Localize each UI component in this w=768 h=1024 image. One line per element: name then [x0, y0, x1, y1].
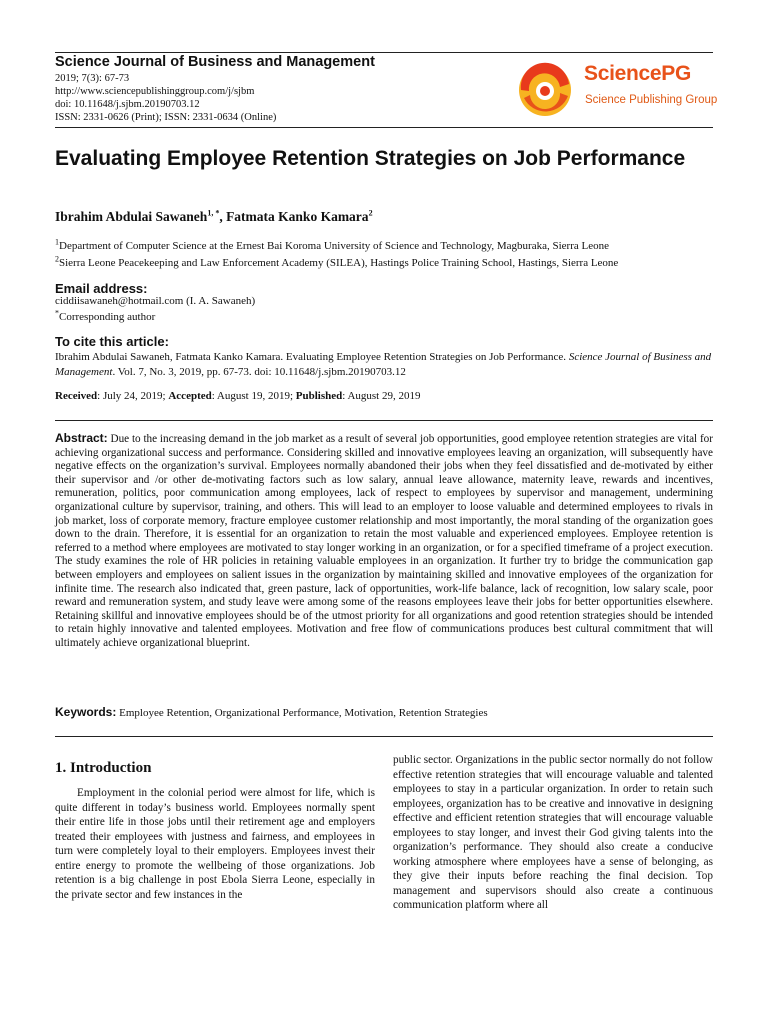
email-heading: Email address:: [55, 281, 148, 296]
author-1-affil: 1, *: [207, 208, 220, 218]
author-1: Ibrahim Abdulai Sawaneh: [55, 209, 208, 224]
logo-name: SciencePG: [584, 62, 692, 85]
keywords-text: Employee Retention, Organizational Performance, Motivation, Retention Strategies: [119, 707, 488, 719]
abstract: [55, 432, 713, 651]
citation-plain: Ibrahim Abdulai Sawaneh, Fatmata Kanko Kamara. Evaluating Employee Retention Strategies on Job Performance.: [55, 351, 569, 363]
author-2: Fatmata Kanko Kamara: [226, 209, 369, 224]
journal-url[interactable]: http://www.sciencepublishinggroup.com/j/sjbm: [55, 86, 255, 97]
citation-journal: Science Journal of Business and Management: [55, 351, 712, 378]
journal-name: Science Journal of Business and Management: [55, 54, 375, 70]
intro-heading: 1. Introduction: [55, 760, 152, 776]
accepted-date: : August 19, 2019;: [211, 390, 296, 402]
article-title: Evaluating Employee Retention Strategies on Job Performance: [55, 147, 686, 170]
issn: ISSN: 2331-0626 (Print); ISSN: 2331-0634 (Online): [55, 112, 277, 123]
issue-info: 2019; 7(3): 67-73: [55, 73, 130, 84]
authors: [55, 209, 373, 225]
received-date: : July 24, 2019;: [97, 390, 169, 402]
keywords: [55, 705, 713, 719]
intro-right-column: public sector. Organizations in the public sector normally do not follow effective retention strategies that will encourage valuable and talented employees to stay in a particular organization. In order to retain such employees, organization has to be creative and innovative in designing effective and efficient retention strategies that will encourage valuable employees to stay longer, and invest their God giving talents into the organization’s performance. They should also create a conducive working atmosphere where employees have a sense of belonging, as they give their inputs before reaching the final decision. Top management and supervisors should also create a continuous communication platform where all: [393, 754, 713, 911]
affil-1-text: Department of Computer Science at the Ernest Bai Koroma University of Science and Technology, Magburaka, Sierra Leone: [59, 240, 609, 252]
journal-meta: [55, 72, 276, 124]
author-2-affil: 2: [368, 208, 373, 218]
email-address[interactable]: ciddiisawaneh@hotmail.com (I. A. Sawaneh): [55, 295, 256, 307]
affil-2-text: Sierra Leone Peacekeeping and Law Enforcement Academy (SILEA), Hastings Police Training School, Hastings, Sierra Leone: [59, 257, 619, 269]
affiliation-2: [55, 254, 619, 269]
citation-text: [55, 350, 713, 380]
citation-tail: . Vol. 7, No. 3, 2019, pp. 67-73. doi: 10.11648/j.sjbm.20190703.12: [112, 366, 406, 378]
published-date: : August 29, 2019: [342, 390, 421, 402]
accepted-label: Accepted: [168, 390, 212, 402]
doi: doi: 10.11648/j.sjbm.20190703.12: [55, 99, 200, 110]
abstract-label: Abstract:: [55, 431, 108, 445]
intro-left-column: Employment in the colonial period were almost for life, which is quite different in today’s business world. Employees normally spent their entire life in those jobs until their retirement age and employers treated their employees with justness and fairness, and employees in turn were completely loyal to their employers. Employees invest their entire energy to promote the wellbeing of those organizations. Job retention is a big challenge in post Ebola Sierra Leone, especially in the private sector and few instances in the: [55, 787, 375, 901]
abstract-text: Due to the increasing demand in the job market as a result of several job opportunities, good employee retention strategies are vital for achieving organizational success and performance. Considering skilled and innovative employees leaving an organization, will subsequently have negative effects on the organization’s survival. Employees normally abandoned their jobs when they feel dissatisfied and de-motivated by either their supervisor and /or other de-motivating factors such as low salary, annual leave allowance, maternity leave, rewards and incentives, remuneration, politics, poor communication among employees, lack of respect to employees by supervisor and management, undermining organizational culture by supervisor, training, and others. This will lead to an employer to loose valuable and determined employees to rivals in job market, loss of corporate memory, fracture employee customer relationship and most importantly, the moral standing of the organization goes down to the drain. Therefore, it is essential for an organization to retain the most valuable and experienced employees. Employee retention is referred to a method where employees are motivated to stay longer working in an organization, or for a specified timeframe of a project execution. The study examines the role of HR policies in retaining valuable employees in an organization. It further try to bridge the communication gap between employers and employees on salient issues in the organization by maintaining skilled and innovative employees of the organization for infinite time. The research also indicated that, green pasture, lack of opportunities, work-life balance, lack of recognition, low salary scale, poor reward and remuneration system, and study leave were among some of the reasons employees leave their jobs for better opportunities elsewhere. Retaining skillful and innovative employees should be of the utmost priority for all organizations and good retention strategies should be intended to retain highly innovative and talented employees. Motivation and free flow of communications produces best cultural commitment that will ultimately achieve organizational blueprint.: [55, 433, 714, 649]
affil-1-number: 1: [55, 237, 59, 247]
section-rule: [55, 420, 713, 421]
affil-2-number: 2: [55, 254, 59, 264]
body-rule: [55, 736, 713, 737]
published-label: Published: [295, 390, 343, 402]
header-top-rule: [55, 52, 713, 53]
logo-subtitle: Science Publishing Group: [585, 94, 718, 106]
corr-text: Corresponding author: [59, 311, 156, 323]
header-bottom-rule: [55, 127, 713, 128]
affiliation-1: [55, 237, 609, 252]
cite-heading: To cite this article:: [55, 334, 169, 349]
received-label: Received: [55, 390, 98, 402]
keywords-label: Keywords:: [55, 705, 117, 719]
corr-mark: *: [55, 308, 59, 318]
author-separator: ,: [219, 209, 227, 224]
article-dates: [55, 390, 420, 402]
corresponding-note: [55, 310, 155, 325]
